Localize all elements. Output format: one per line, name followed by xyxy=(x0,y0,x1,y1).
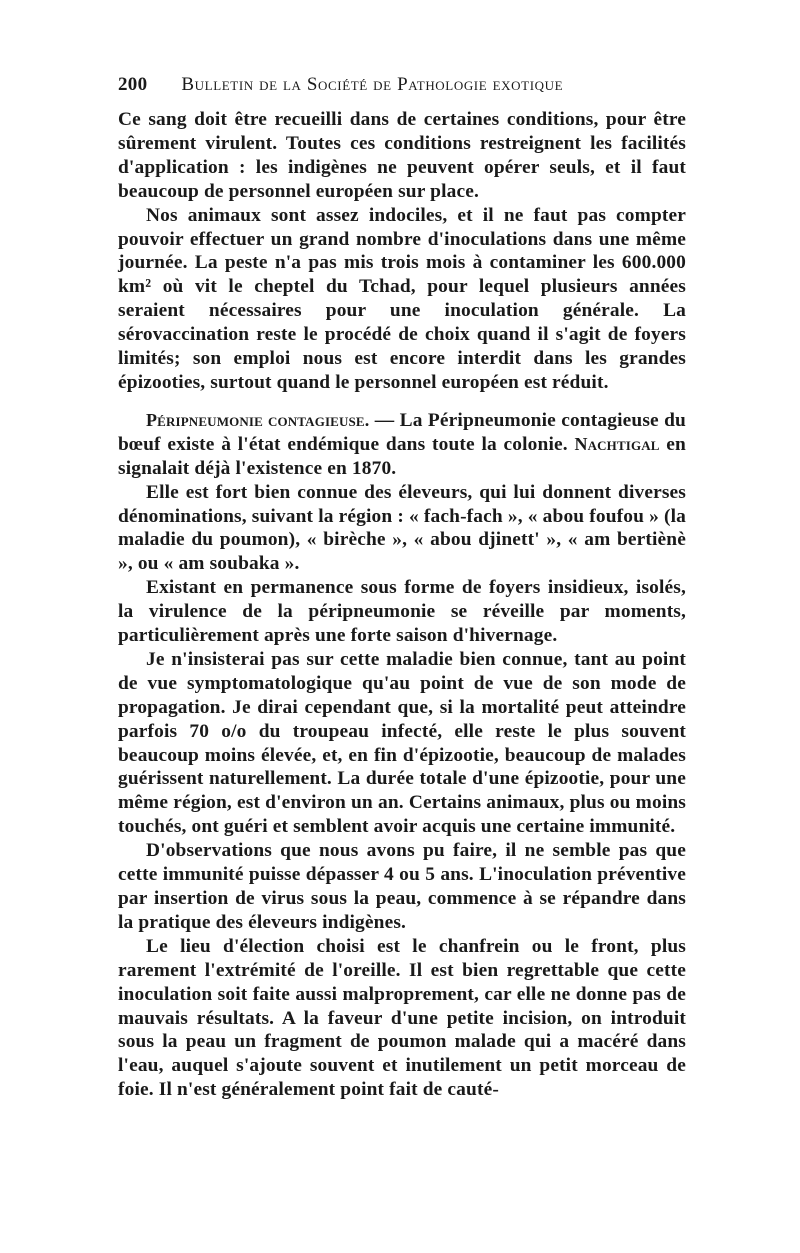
paragraph: Nos animaux sont assez indociles, et il ne faut pas compter pouvoir effectuer un grand nombre d'inoculations dans une même journée. La peste n'a pas mis trois mois à contaminer les 600.000 km² où vit le cheptel du Tchad, pour lequel plusieurs années seraient nécessaires pour une inoculation générale. La sérovaccination reste le procédé de choix quand il s'agit de foyers limités; son emploi nous est encore interdit dans les grandes épizooties, surtout quand le personnel européen est réduit. xyxy=(118,204,686,393)
document-page xyxy=(118,74,686,1102)
paragraph: Ce sang doit être recueilli dans de certaines conditions, pour être sûrement virulent. Toutes ces conditions restreignent les facilités d'application : les indigènes ne peuvent opérer seuls, et il faut beaucoup de personnel européen sur place. xyxy=(118,109,686,202)
section-intro-end: en signalait déjà l'existence en 1870. xyxy=(118,433,686,479)
page-number: 200 xyxy=(118,74,148,95)
paragraph: Elle est fort bien connue des éleveurs, qui lui donnent diverses dénominations, suivant la région : « fach-fach », « abou foufou » (la maladie du poumon), « birèche », « abou djinett' », « am bertiènè », ou « am soubaka ». xyxy=(118,481,686,575)
running-title: Bulletin de la Société de Pathologie exotique xyxy=(181,74,564,95)
paragraph: Le lieu d'élection choisi est le chanfrein ou le front, plus rarement l'extrémité de l'oreille. Il est bien regrettable que cette inoculation soit faite aussi malproprement, car elle ne donne pas de mauvais résultats. A la faveur d'une petite incision, on introduit sous la peau un fragment de poumon malade qui a macéré dans l'eau, auquel s'ajoute souvent et inutilement un petit morceau de foie. Il n'est généralement point fait de cauté- xyxy=(118,935,686,1101)
paragraph: D'observations que nous avons pu faire, il ne semble pas que cette immunité puisse dépasser 4 ou 5 ans. L'inoculation préventive par insertion de virus sous la peau, commence à se répandre dans la pratique des éleveurs indigènes. xyxy=(118,840,686,933)
body-text xyxy=(118,108,686,1102)
paragraph: Je n'insisterai pas sur cette maladie bien connue, tant au point de vue symptomatologique qu'au point de vue de son mode de propagation. Je dirai cependant que, si la mortalité peut atteindre parfois 70 o/o du troupeau infecté, elle reste le plus souvent beaucoup moins élevée, et, en fin d'épizootie, beaucoup de malades guérissent naturellement. La durée totale d'une épizootie, pour une même région, est d'environ un an. Certains animaux, plus ou moins touchés, ont guéri et semblent avoir acquis une certaine immunité. xyxy=(118,648,686,838)
paragraph: Existant en permanence sous forme de foyers insidieux, isolés, la virulence de la péripneumonie se réveille par moments, particulièrement après une forte saison d'hivernage. xyxy=(118,577,686,647)
section-intro: — La Péripneumonie contagieuse du bœuf existe à l'état endémique dans toute la colonie. xyxy=(118,409,686,455)
author-name: Nachtigal xyxy=(574,433,660,454)
section-heading-paragraph xyxy=(118,409,686,481)
page-header xyxy=(118,74,686,108)
section-title: Péripneumonie contagieuse. xyxy=(146,409,370,430)
